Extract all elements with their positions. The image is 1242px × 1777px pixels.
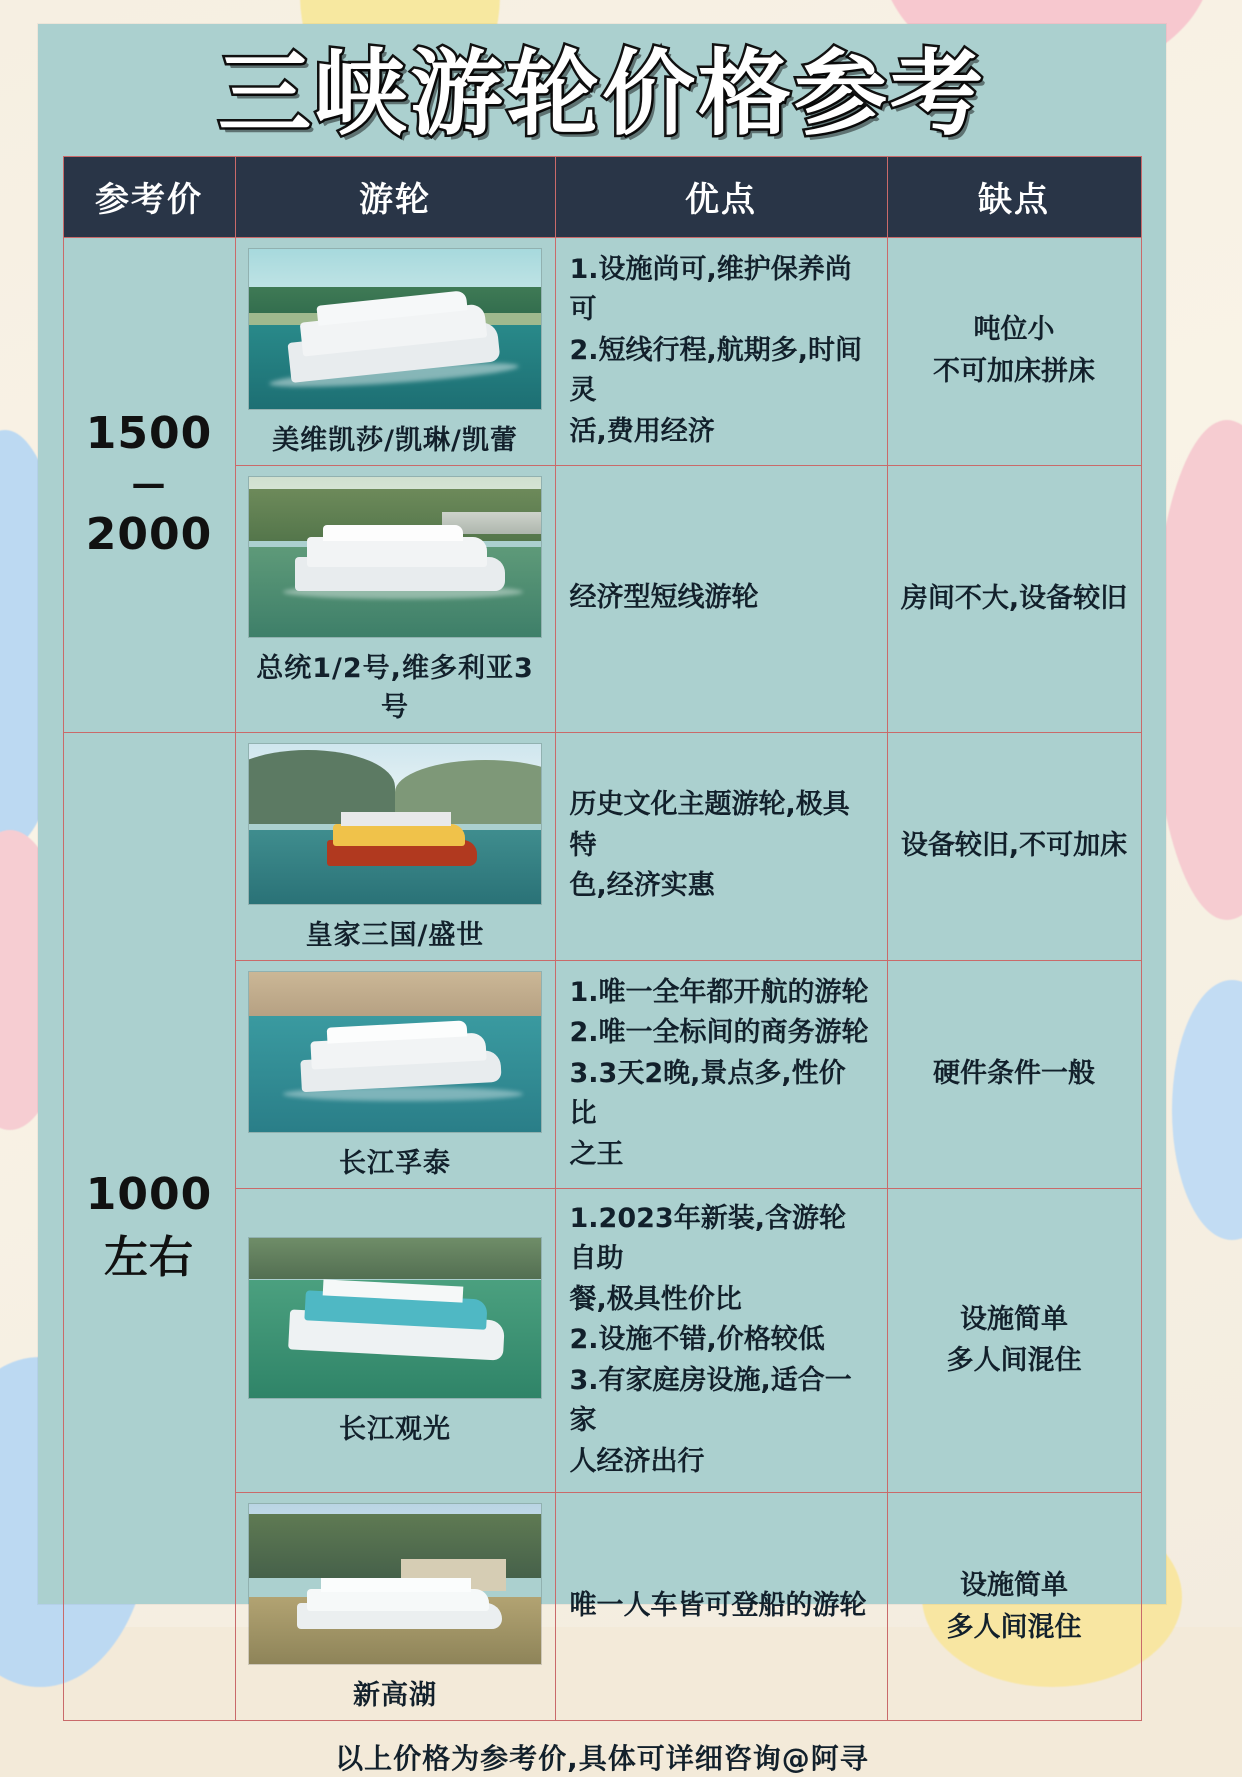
column-header-price: 参考价 <box>63 156 235 237</box>
pros-line: 3.有家庭房设施,适合一家 <box>569 1364 852 1437</box>
price-group-1000 <box>63 732 235 1721</box>
column-header-pros: 优点 <box>555 156 887 237</box>
cons-line: 设施简单 <box>960 1303 1068 1335</box>
cons-cell <box>887 732 1141 960</box>
pros-line: 1.2023年新装,含游轮自助 <box>569 1202 846 1275</box>
pros-line: 2.唯一全标间的商务游轮 <box>569 1017 869 1049</box>
price-label: 1000左右 <box>85 1168 213 1284</box>
pros-line: 活,费用经济 <box>569 415 715 447</box>
pros-line: 1.唯一全年都开航的游轮 <box>569 976 869 1008</box>
footer-note: 以上价格为参考价,具体可详细咨询@阿寻 <box>335 1742 869 1776</box>
pros-line: 3.3天2晚,景点多,性价比 <box>569 1057 846 1130</box>
page-title: 三峡游轮价格参考 <box>218 40 986 148</box>
pros-line: 之王 <box>569 1138 624 1170</box>
ship-name: 总统1/2号,维多利亚3号 <box>256 652 534 723</box>
cruise-photo-xingaohu <box>248 1503 542 1665</box>
info-card <box>38 24 1166 1776</box>
cons-line: 多人间混住 <box>946 1611 1082 1643</box>
pros-cell <box>555 237 887 465</box>
pros-cell <box>555 1493 887 1721</box>
pros-cell <box>555 960 887 1188</box>
ship-name: 美维凯莎/凯琳/凯蕾 <box>272 424 518 456</box>
table-row <box>63 732 1141 960</box>
ship-name: 长江孚泰 <box>339 1147 451 1179</box>
pros-line: 历史文化主题游轮,极具特 <box>569 789 850 861</box>
cons-cell <box>887 960 1141 1188</box>
cons-line: 多人间混住 <box>946 1345 1082 1377</box>
table-header-row <box>63 156 1141 237</box>
cons-cell <box>887 237 1141 465</box>
price-bottom: 2000 <box>85 509 213 561</box>
cons-line: 设备较旧,不可加床 <box>900 830 1128 862</box>
pros-line: 人经济出行 <box>569 1445 705 1477</box>
cruise-photo-zongtong <box>248 476 542 638</box>
pros-line: 2.短线行程,航期多,时间灵 <box>569 334 863 407</box>
ship-cell <box>235 1493 555 1721</box>
column-header-ship: 游轮 <box>235 156 555 237</box>
cruise-photo-huangjia-sanguo <box>248 743 542 905</box>
ship-name: 皇家三国/盛世 <box>305 919 485 951</box>
cons-line: 设施简单 <box>960 1569 1068 1601</box>
column-header-cons: 缺点 <box>887 156 1141 237</box>
ship-cell <box>235 960 555 1188</box>
cons-line: 吨位小 <box>973 314 1055 346</box>
pros-line: 经济型短线游轮 <box>569 582 759 614</box>
pros-cell <box>555 465 887 732</box>
pros-cell <box>555 732 887 960</box>
cons-line: 不可加床拼床 <box>933 356 1095 388</box>
cons-cell <box>887 1493 1141 1721</box>
cruise-photo-changjiang-futai <box>248 971 542 1133</box>
price-dash: — <box>131 463 167 504</box>
pros-line: 2.设施不错,价格较低 <box>569 1324 825 1356</box>
pros-cell <box>555 1188 887 1493</box>
pros-line: 唯一人车皆可登船的游轮 <box>569 1590 867 1622</box>
price-top: 1500 <box>85 408 213 460</box>
ship-name: 新高湖 <box>353 1680 437 1712</box>
cruise-price-table <box>63 156 1142 1722</box>
ship-cell <box>235 732 555 960</box>
cons-line: 硬件条件一般 <box>933 1058 1095 1090</box>
ship-name: 长江观光 <box>339 1413 451 1445</box>
pros-line: 餐,极具性价比 <box>569 1283 742 1315</box>
ship-cell <box>235 465 555 732</box>
cons-cell <box>887 465 1141 732</box>
cruise-photo-meiwei-kaisha <box>248 248 542 410</box>
ship-cell <box>235 237 555 465</box>
cons-line: 房间不大,设备较旧 <box>900 582 1128 614</box>
pros-line: 色,经济实惠 <box>569 870 715 902</box>
cons-cell <box>887 1188 1141 1493</box>
ship-cell <box>235 1188 555 1493</box>
price-group-1500-2000 <box>63 237 235 732</box>
pros-line: 1.设施尚可,维护保养尚可 <box>569 253 852 326</box>
table-row <box>63 237 1141 465</box>
cruise-photo-changjiang-guanguang <box>248 1237 542 1399</box>
